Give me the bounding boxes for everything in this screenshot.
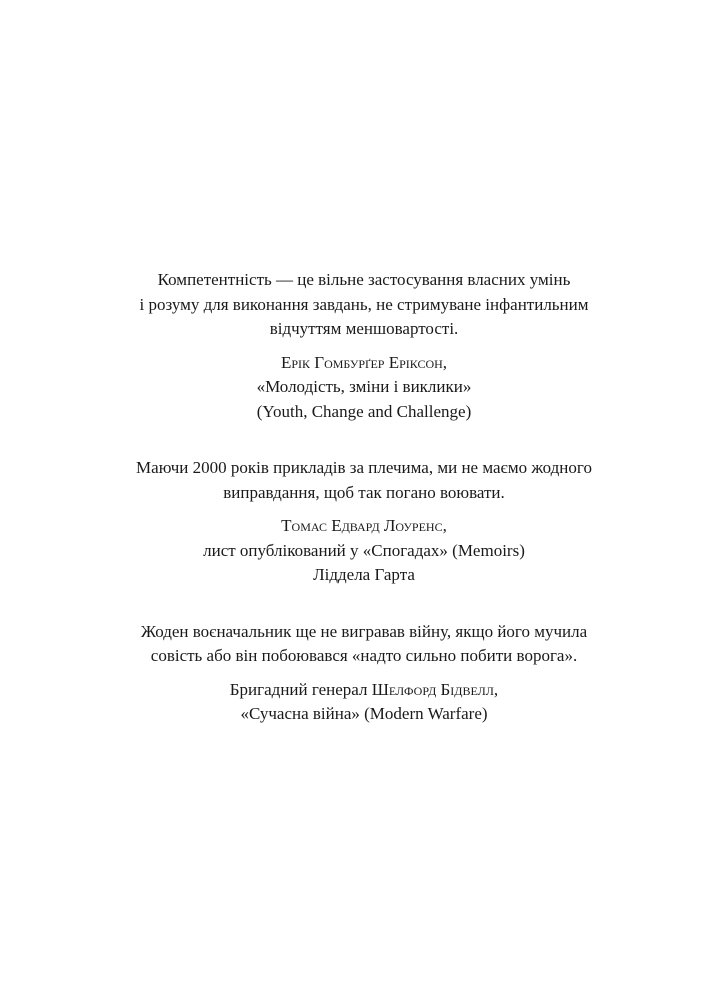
quote-line: совість або він побоювався «надто сильно побити ворога». bbox=[150, 646, 578, 665]
source-line: Ліддела Гарта bbox=[313, 565, 415, 584]
author-line bbox=[100, 514, 628, 539]
quote-line: виправдання, щоб так погано воювати. bbox=[223, 482, 505, 502]
author-line bbox=[100, 678, 628, 703]
author-name: Шелфорд Бідвелл, bbox=[371, 679, 499, 699]
quote-line: Жоден воєначальник ще не вигравав війну, якщо його мучила bbox=[140, 621, 588, 641]
source-line: «Сучасна війна» (Modern Warfare) bbox=[240, 704, 488, 723]
epigraph-lawrence bbox=[100, 456, 628, 588]
epigraph-attribution bbox=[100, 351, 628, 425]
quote-line: і розуму для виконання завдань, не стримуване інфантильним bbox=[139, 294, 589, 314]
quote-line: Компетентність — це вільне застосування власних умінь bbox=[157, 270, 571, 289]
author-line bbox=[100, 351, 628, 376]
author-name: Ерік Гомбурґер Еріксон, bbox=[280, 352, 448, 372]
epigraph-erikson bbox=[100, 268, 628, 424]
source-line: «Молодість, зміни і виклики» bbox=[256, 377, 472, 396]
epigraph-quote bbox=[100, 620, 628, 669]
source-line: лист опублікований у «Спогадах» (Memoirs) bbox=[203, 540, 525, 560]
quote-line: Маючи 2000 років прикладів за плечима, ми не маємо жодного bbox=[136, 458, 592, 477]
epigraph-bidwell bbox=[100, 620, 628, 727]
author-prefix: Бригадний генерал bbox=[229, 679, 372, 699]
epigraphs-block bbox=[100, 268, 628, 727]
source-line: (Youth, Change and Challenge) bbox=[256, 401, 472, 421]
author-name: Томас Едвард Лоуренс, bbox=[281, 516, 447, 535]
epigraph-quote bbox=[100, 456, 628, 505]
epigraph-attribution bbox=[100, 678, 628, 727]
epigraph-quote bbox=[100, 268, 628, 342]
quote-line: відчуттям меншовартості. bbox=[269, 319, 459, 338]
epigraph-attribution bbox=[100, 514, 628, 588]
